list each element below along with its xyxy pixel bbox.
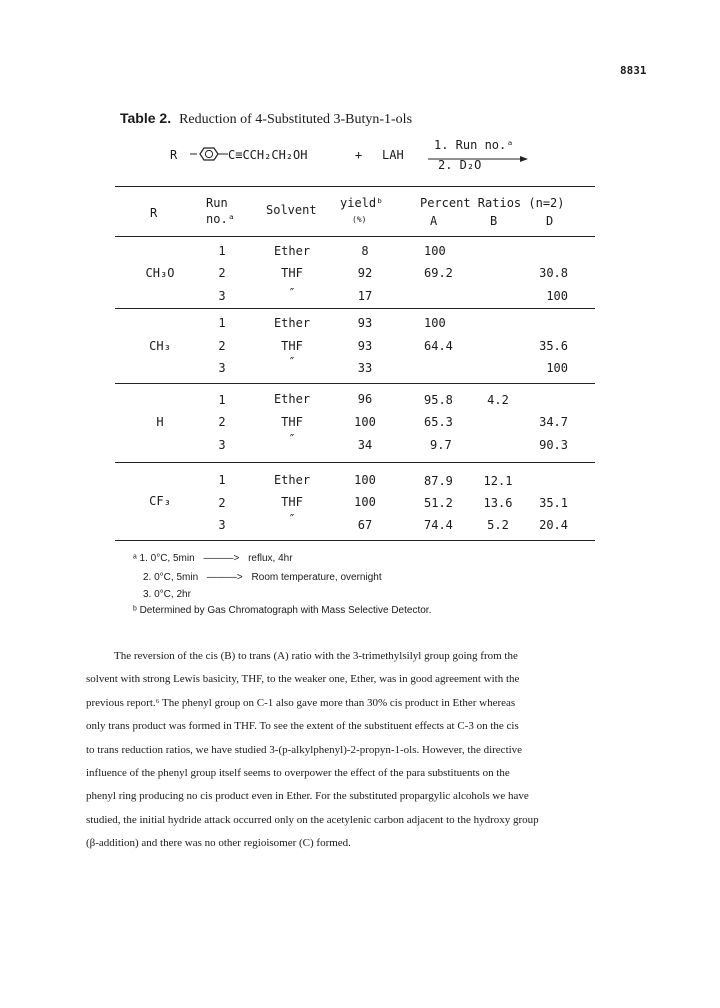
cell-d: 20.4: [539, 518, 568, 532]
cell-solvent: ″: [288, 355, 296, 369]
cell-solvent: Ether: [273, 392, 311, 406]
footnote-b-text: Determined by Gas Chromatograph with Mass Selective Detector.: [139, 605, 432, 616]
cell-run: 2: [218, 496, 226, 510]
paragraph-line: The reversion of the cis (B) to trans (A) ratio with the 3-trimethylsilyl group going from the: [114, 650, 518, 662]
body-paragraph: [86, 645, 626, 856]
paragraph-line: phenyl ring producing no cis product even in Ether. For the substituted propargylic alcohols we have: [86, 790, 529, 803]
header-run-no: no.ᵃ: [206, 212, 235, 226]
cell-b: 4.2: [487, 393, 509, 407]
cell-a: 74.4: [424, 518, 453, 532]
reaction-r: R: [170, 148, 178, 162]
cell-a: 65.3: [424, 415, 453, 429]
footnote-a-line-2: [143, 572, 382, 583]
cell-solvent: THF: [281, 415, 303, 429]
group-r: H: [156, 415, 164, 429]
header-solvent: Solvent: [266, 203, 317, 217]
cell-d: 34.7: [539, 415, 568, 429]
cell-yield: 33: [357, 361, 373, 375]
cell-d: 90.3: [539, 438, 568, 452]
header-yield: yieldᵇ: [340, 196, 384, 210]
group-rule: [115, 462, 595, 463]
cell-run: 2: [218, 415, 226, 429]
cell-solvent: THF: [281, 339, 303, 353]
cell-run: 3: [218, 438, 226, 452]
header-b: B: [490, 214, 498, 228]
footnote-b-mark: ᵇ: [133, 605, 137, 616]
cell-run: 1: [218, 393, 226, 407]
reaction-reagent: LAH: [382, 148, 404, 162]
header-run: Run: [206, 196, 228, 210]
footnote-a-line-3: 3. 0°C, 2hr: [143, 589, 191, 600]
table-caption: [120, 110, 412, 128]
page-number: 8831: [620, 64, 647, 77]
cell-yield: 96: [357, 392, 373, 406]
cell-run: 2: [218, 339, 226, 353]
cell-a: 64.4: [424, 339, 453, 353]
cell-solvent: THF: [281, 495, 303, 509]
cell-yield: 34: [357, 438, 373, 452]
footnote-a2-right: Room temperature, overnight: [251, 572, 382, 583]
cell-yield: 100: [354, 415, 376, 429]
reaction-plus: +: [355, 148, 363, 162]
group-r: CF₃: [149, 494, 171, 508]
cell-a: 9.7: [430, 438, 452, 452]
cell-solvent: THF: [281, 266, 303, 280]
reaction-scheme: [170, 138, 570, 182]
cell-run: 2: [218, 266, 226, 280]
footnote-arrow: ———>: [203, 553, 240, 564]
table-header-rule: [115, 236, 595, 237]
header-yield-unit: (%): [352, 215, 367, 224]
group-rule: [115, 308, 595, 309]
cell-a: 95.8: [424, 393, 453, 407]
reaction-chain: C≡CCH₂CH₂OH: [228, 148, 308, 162]
cell-yield: 8: [361, 244, 369, 258]
cell-d: 100: [546, 289, 568, 303]
table-label: Table 2.: [120, 110, 172, 126]
header-d: D: [546, 214, 554, 228]
cell-run: 1: [218, 473, 226, 487]
cell-d: 35.1: [539, 496, 568, 510]
benzene-ring-icon: [190, 146, 228, 162]
cell-a: 69.2: [424, 266, 453, 280]
cell-a: 100: [424, 244, 446, 258]
reaction-condition-2: 2. D₂O: [438, 158, 482, 172]
cell-solvent: ″: [288, 512, 296, 526]
cell-b: 5.2: [487, 518, 509, 532]
cell-run: 1: [218, 316, 226, 330]
footnote-a1-right: reflux, 4hr: [248, 553, 293, 564]
header-a: A: [430, 214, 438, 228]
group-rule: [115, 383, 595, 384]
footnote-a-mark: ᵃ: [133, 553, 137, 564]
header-percent-ratios: Percent Ratios (n=2): [420, 196, 565, 210]
table-top-rule: [115, 186, 595, 187]
cell-a: 100: [424, 316, 446, 330]
footnote-a-line-1: [133, 553, 293, 564]
cell-run: 3: [218, 361, 226, 375]
footnote-b: [133, 605, 431, 616]
paragraph-line: only trans product was formed in THF. To see the extent of the substituent effects at C-3 on the cis: [86, 720, 519, 733]
cell-solvent: Ether: [273, 473, 311, 487]
paragraph-line: influence of the phenyl group itself seems to overpower the effect of the para substituents on the: [86, 767, 510, 780]
cell-yield: 67: [357, 518, 373, 532]
footnote-a2-left: 2. 0°C, 5min: [143, 572, 199, 583]
paragraph-line: solvent with strong Lewis basicity, THF, to the weaker one, Ether, was in good agreement with the: [86, 673, 520, 686]
cell-solvent: Ether: [273, 316, 311, 330]
cell-solvent: ″: [288, 432, 296, 446]
cell-run: 1: [218, 244, 226, 258]
reaction-condition-1: 1. Run no.ᵃ: [434, 138, 514, 152]
cell-yield: 100: [354, 473, 376, 487]
cell-a: 51.2: [424, 496, 453, 510]
cell-d: 35.6: [539, 339, 568, 353]
header-r: R: [150, 206, 158, 220]
cell-b: 12.1: [483, 474, 513, 488]
cell-yield: 93: [357, 316, 373, 330]
cell-run: 3: [218, 518, 226, 532]
table-bottom-rule: [115, 540, 595, 541]
paragraph-line: to trans reduction ratios, we have studied 3-(p-alkylphenyl)-2-propyn-1-ols. However, the directive: [86, 743, 523, 756]
cell-run: 3: [218, 289, 226, 303]
paragraph-line: previous report.⁶ The phenyl group on C-1 also gave more than 30% cis product in Ether whereas: [86, 696, 516, 709]
group-r: CH₃: [149, 339, 171, 353]
cell-yield: 92: [357, 266, 373, 280]
cell-d: 30.8: [539, 266, 568, 280]
cell-yield: 93: [357, 339, 373, 353]
footnote-a1-left: 1. 0°C, 5min: [139, 553, 195, 564]
cell-d: 100: [546, 361, 568, 375]
table-title: Reduction of 4-Substituted 3-Butyn-1-ols: [179, 112, 413, 127]
cell-b: 13.6: [483, 496, 513, 510]
footnote-arrow: ———>: [206, 572, 243, 583]
cell-yield: 100: [354, 495, 376, 509]
paragraph-line: (β-addition) and there was no other regioisomer (C) formed.: [86, 837, 351, 850]
cell-solvent: Ether: [273, 244, 311, 258]
paragraph-line: studied, the initial hydride attack occurred only on the acetylenic carbon adjacent to the hydroxy group: [86, 813, 539, 826]
cell-yield: 17: [357, 289, 373, 303]
cell-a: 87.9: [424, 474, 453, 488]
cell-solvent: ″: [288, 286, 296, 300]
group-r: CH₃O: [145, 266, 175, 280]
